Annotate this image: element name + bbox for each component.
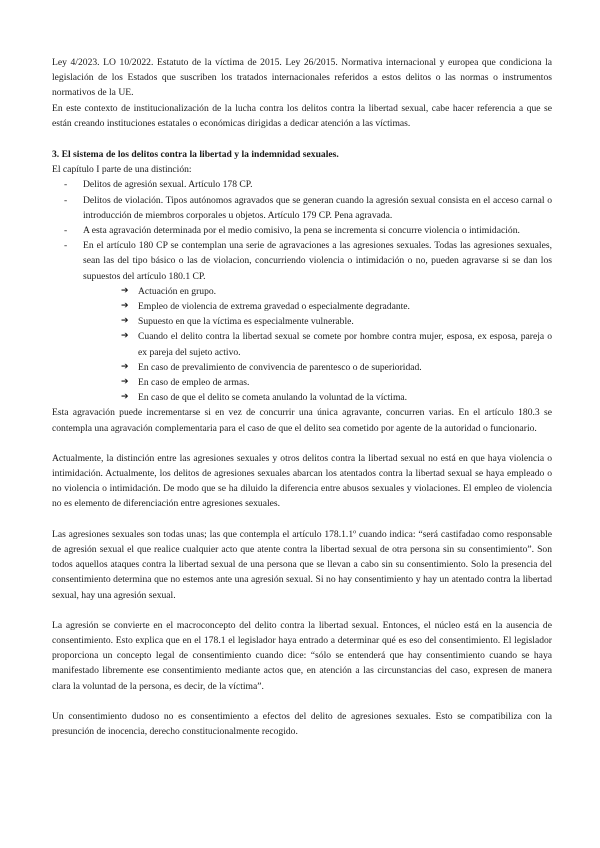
dash-bullet-icon: -	[64, 225, 68, 237]
aggravation-item: ➔ Supuesto en que la víctima es especialmente vulnerable.	[121, 314, 552, 329]
dash-bullet-icon: -	[64, 179, 68, 191]
dash-bullet-icon: -	[64, 194, 68, 206]
dash-list-item: - Delitos de agresión sexual. Artículo 178 CP.	[52, 177, 552, 192]
dash-list-item: - En el artículo 180 CP se contemplan una serie de agravaciones a las agresiones sexuales. Todas las agresiones sexuales, sean las del tipo básico o las de violacion, concurriendo violencia o intimidación o no, pueden agravarse si se dan los supuestos del artículo 180.1 CP.	[64, 240, 552, 282]
arrow-right-icon: ➔	[121, 361, 129, 372]
dash-bullet-icon: -	[64, 240, 68, 252]
section-heading: 3. El sistema de los delitos contra la libertad y la indemnidad sexuales.	[52, 149, 339, 161]
arrow-right-icon: ➔	[121, 392, 129, 403]
arrow-right-icon: ➔	[121, 316, 129, 327]
arrow-right-icon: ➔	[121, 285, 129, 296]
aggravation-item: ➔ Cuando el delito contra la libertad sexual se comete por hombre contra mujer, esposa, ex esposa, pareja o ex pareja del sujeto activo.	[121, 331, 552, 358]
dash-list-item: - Delitos de violación. Tipos autónomos agravados que se generan cuando la agresión sexual consista en el acceso carnal o introducción de miembros corporales u objetos. Artículo 179 CP. Pena agravada.	[64, 194, 552, 221]
aggravation-item: ➔ En caso de que el delito se cometa anulando la voluntad de la víctima.	[121, 390, 552, 405]
intro-paragraph-legislation: Ley 4/2023. LO 10/2022. Estatuto de la víctima de 2015. Ley 26/2015. Normativa internacional y europea que condiciona la legislación de los Estados que suscriben los tratados internacionales referidos a estos delitos o las normas o instrumentos normativos de la UE.	[52, 57, 552, 99]
section-lead: El capítulo I parte de una distinción:	[52, 164, 192, 176]
aggravation-item: ➔ En caso de prevalimiento de convivencia de parentesco o de superioridad.	[121, 360, 552, 375]
dash-list-item: - A esta agravación determinada por el medio comisivo, la pena se incrementa si concurre violencia o intimidación.	[52, 223, 552, 238]
arrow-right-icon: ➔	[121, 301, 129, 312]
aggravation-item: ➔ Empleo de violencia de extrema gravedad o especialmente degradante.	[121, 299, 552, 314]
arrow-right-icon: ➔	[121, 377, 129, 388]
paragraph-macroconcepto: La agresión se convierte en el macroconcepto del delito contra la libertad sexual. Entonces, el núcleo está en la ausencia de consentimiento. Esto explica que en el 178.1 el legislador haya entrado a determinar qué es eso del consentimiento. El legislador proporciona un concepto legal de consentimiento cuando dice: “sólo se entenderá que hay consentimiento cuando se haya manifestado libremente ese consentimiento mediante actos que, en atención a las circunstancias del caso, expresen de manera clara la voluntad de la persona, es decir, de la víctima”.	[52, 619, 552, 692]
paragraph-actualmente: Actualmente, la distinción entre las agresiones sexuales y otros delitos contra la libertad sexual no está en que haya violencia o intimidación. Actualmente, los delitos de agresiones sexuales abarcan los atentados contra la libertad sexual se haya empleado o no violencia o intimidación. De modo que se ha diluido la diferencia entre abusos sexuales y violaciones. El empleo de violencia no es elemento de diferenciación entre agresiones sexuales.	[52, 452, 552, 510]
aggravations-list	[52, 284, 552, 406]
intro-paragraph-context: En este contexto de institucionalización de la lucha contra los delitos contra la libertad sexual, cabe hacer referencia a que se están creando instituciones estatales o económicas dirigidas a dedicar atención a las víctimas.	[52, 102, 552, 129]
arrow-right-icon: ➔	[121, 331, 129, 342]
paragraph-agresiones: Las agresiones sexuales son todas unas; las que contempla el artículo 178.1.1º cuando indica: “será castifadao como responsable de agresión sexual el que realice cualquier acto que atente contra la libertad sexual de otra persona sin su consentimiento”. Son todos aquellos ataques contra la libertad sexual de una persona que se llevan a cabo sin su consentimiento. Solo la presencia del consentimiento determina que no estemos ante una agresión sexual. Si no hay consentimiento y hay un atentado contra la libertad sexual, hay una agresión sexual.	[52, 528, 552, 601]
dash-list	[52, 177, 552, 283]
aggravation-item: ➔ Actuación en grupo.	[121, 284, 552, 299]
aggravation-item: ➔ En caso de empleo de armas.	[121, 375, 552, 390]
paragraph-aggravation-increase: Esta agravación puede incrementarse si en vez de concurrir una única agravante, concurren varias. En el artículo 180.3 se contempla una agravación complementaria para el caso de que el delito sea cometido por agente de la autoridad o funcionario.	[52, 407, 552, 434]
paragraph-consentimiento-dudoso: Un consentimiento dudoso no es consentimiento a efectos del delito de agresiones sexuales. Esto se compatibiliza con la presunción de inocencia, derecho constitucionalmente recogido.	[52, 710, 552, 737]
